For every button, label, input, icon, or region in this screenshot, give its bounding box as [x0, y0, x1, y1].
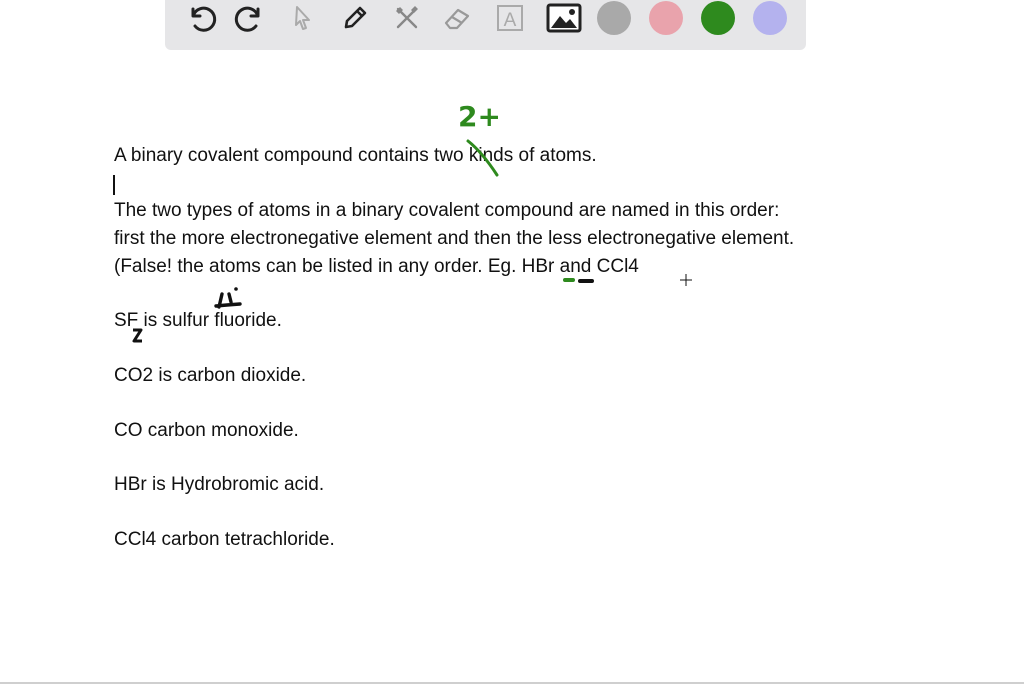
pointer-icon	[288, 3, 318, 33]
text-line-6: CO2 is carbon dioxide.	[114, 365, 307, 386]
text-icon	[495, 3, 525, 33]
pointer-button[interactable]	[283, 0, 323, 36]
green-note-2plus: 2+	[458, 100, 501, 133]
undo-icon	[183, 1, 217, 35]
text-line-3: first the more electronegative element and then the less electronegative element.	[114, 228, 795, 249]
text-line-7: CO carbon monoxide.	[114, 420, 299, 441]
plus-cursor-icon	[680, 274, 692, 286]
drawing-toolbar	[165, 0, 806, 50]
color-swatch-gray[interactable]	[597, 1, 631, 35]
redo-button[interactable]	[231, 0, 271, 36]
tools-button[interactable]	[387, 0, 427, 36]
text-line-5: SF is sulfur fluoride.	[114, 310, 282, 331]
tools-icon	[391, 2, 423, 34]
text-line-9: CCl4 carbon tetrachloride.	[114, 529, 335, 550]
eraser-icon	[441, 2, 473, 34]
color-swatch-pink[interactable]	[649, 1, 683, 35]
text-line-1: A binary covalent compound contains two kinds of atoms.	[114, 145, 597, 166]
color-swatch-green[interactable]	[701, 1, 735, 35]
black-superscript-mark	[216, 294, 240, 307]
text-line-4: (False! the atoms can be listed in any order. Eg. HBr and CCl4	[114, 256, 639, 277]
redo-icon	[234, 1, 268, 35]
text-button[interactable]	[490, 0, 530, 36]
image-button[interactable]	[544, 0, 584, 36]
color-swatch-lavender[interactable]	[753, 1, 787, 35]
svg-text:A: A	[503, 10, 517, 31]
text-caret	[113, 175, 115, 195]
eraser-button[interactable]	[437, 0, 477, 36]
pen-button[interactable]	[335, 0, 375, 36]
text-line-8: HBr is Hydrobromic acid.	[114, 474, 325, 495]
text-line-2: The two types of atoms in a binary covalent compound are named in this order:	[114, 200, 780, 221]
pen-icon	[339, 2, 371, 34]
image-icon	[546, 2, 582, 34]
undo-button[interactable]	[180, 0, 220, 36]
black-superscript-dot	[234, 287, 238, 291]
